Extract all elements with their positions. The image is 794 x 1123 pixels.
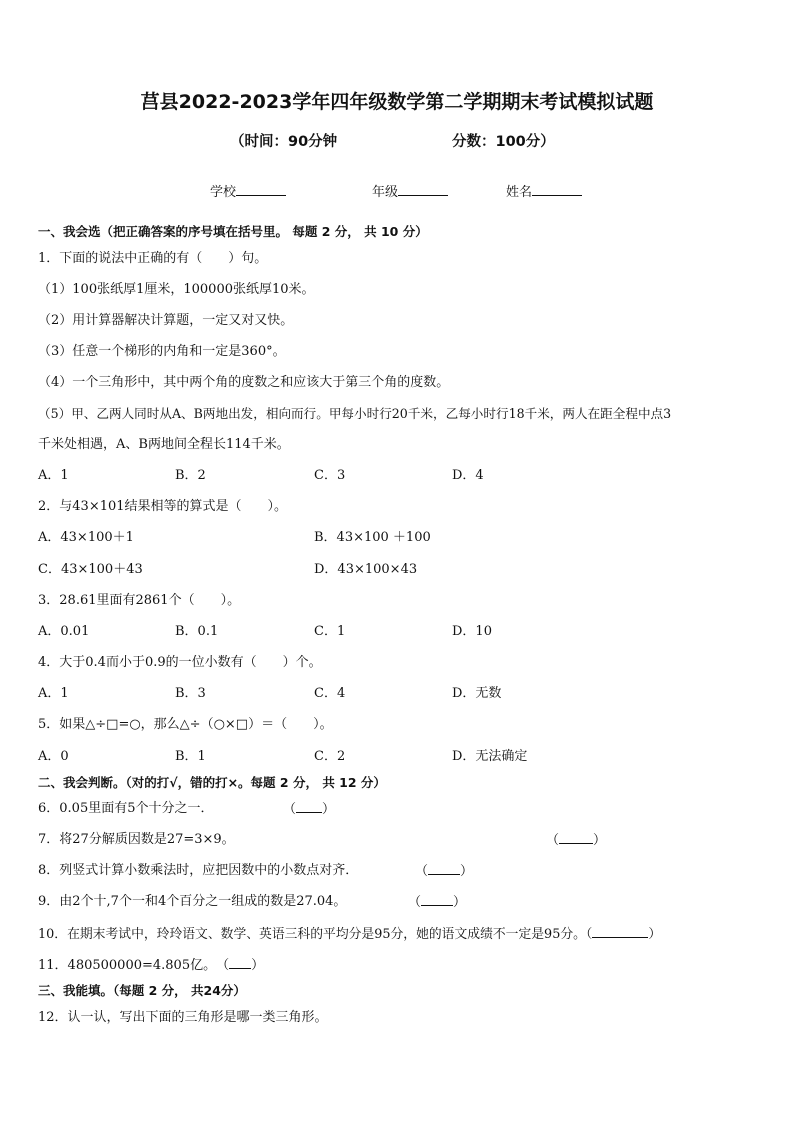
exam-time: （时间：90分钟 — [230, 134, 338, 150]
q4-option-c[interactable]: C．4 — [314, 686, 346, 701]
q5-option-b[interactable]: B．1 — [175, 749, 206, 764]
question-11 — [38, 956, 264, 975]
q2-option-d[interactable]: D．43×100×43 — [314, 562, 418, 577]
name-blank[interactable] — [532, 181, 582, 196]
paren-open: （ — [546, 833, 560, 848]
grade-blank[interactable] — [398, 181, 448, 196]
q5-option-d[interactable]: D．无法确定 — [452, 749, 528, 764]
question-10 — [38, 925, 661, 944]
question-5-stem: 5．如果△÷□=○，那么△÷（○×□）＝（ ）。 — [38, 717, 333, 732]
student-info — [0, 181, 794, 201]
exam-score: 分数：100分） — [452, 134, 555, 150]
paren-close: ） — [648, 927, 662, 942]
paren-open: （ — [585, 927, 593, 942]
paren-open: （ — [222, 958, 230, 973]
paren-open: （ — [415, 864, 429, 879]
question-12: 12．认一认，写出下面的三角形是哪一类三角形。 — [38, 1010, 328, 1025]
q4-option-d[interactable]: D．无数 — [452, 686, 502, 701]
school-field — [210, 181, 236, 200]
name-label: 姓名 — [506, 185, 533, 200]
name-field — [506, 181, 532, 200]
question-7: 7．将27分解质因数是27=3×9。 — [38, 832, 235, 847]
answer-line — [428, 862, 460, 875]
q3-option-c[interactable]: C．1 — [314, 624, 346, 639]
answer-line — [296, 800, 322, 813]
question-1-statement-3: （3）任意一个梯形的内角和一定是360°。 — [38, 344, 286, 359]
q11-answer-blank[interactable] — [223, 958, 265, 973]
paren-open: （ — [283, 802, 297, 817]
answer-line — [592, 925, 648, 938]
q1-option-a[interactable]: A．1 — [38, 468, 69, 483]
q9-answer-blank[interactable] — [408, 893, 466, 912]
paren-close: ） — [453, 895, 467, 910]
school-label: 学校 — [210, 185, 237, 200]
q3-option-d[interactable]: D．10 — [452, 624, 492, 639]
question-8: 8．列竖式计算小数乘法时，应把因数中的小数点对齐． — [38, 863, 359, 878]
q3-option-a[interactable]: A．0.01 — [38, 624, 90, 639]
school-blank[interactable] — [236, 181, 286, 196]
question-10-text: 10．在期末考试中，玲玲语文、数学、英语三科的平均分是95分，她的语文成绩不一定是95分。 — [38, 927, 586, 942]
q4-option-b[interactable]: B．3 — [175, 686, 206, 701]
q7-answer-blank[interactable] — [546, 831, 606, 850]
q1-option-c[interactable]: C．3 — [314, 468, 346, 483]
question-1-statement-2: （2）用计算器解决计算题，一定又对又快。 — [38, 313, 294, 328]
q2-option-b[interactable]: B．43×100 ＋100 — [314, 530, 431, 545]
section-heading-1: 一、我会选（把正确答案的序号填在括号里。 每题 2 分， 共 10 分） — [38, 224, 428, 239]
q1-option-b[interactable]: B．2 — [175, 468, 206, 483]
question-1-statement-1: （1）100张纸厚1厘米，100000张纸厚10米。 — [38, 282, 315, 297]
paren-open: （ — [408, 895, 422, 910]
q10-answer-blank[interactable] — [586, 927, 661, 942]
q2-option-c[interactable]: C．43×100＋43 — [38, 562, 143, 577]
q4-option-a[interactable]: A．1 — [38, 686, 69, 701]
question-9: 9．由2个十,7个一和4个百分之一组成的数是27.04。 — [38, 894, 347, 909]
answer-line — [421, 893, 453, 906]
q5-option-a[interactable]: A．0 — [38, 749, 69, 764]
question-1-statement-4: （4）一个三角形中，其中两个角的度数之和应该大于第三个角的度数。 — [38, 375, 450, 390]
q8-answer-blank[interactable] — [415, 862, 473, 881]
question-2-stem: 2．与43×101结果相等的算式是（ ）。 — [38, 499, 288, 514]
question-6: 6．0.05里面有5个十分之一． — [38, 801, 214, 816]
q5-option-c[interactable]: C．2 — [314, 749, 346, 764]
section-heading-3: 三、我能填。（每题 2 分， 共24分） — [38, 983, 246, 998]
question-11-text: 11．480500000=4.805亿。 — [38, 958, 210, 973]
section-heading-2: 二、我会判断。（对的打√，错的打×。每题 2 分， 共 12 分） — [38, 775, 386, 790]
paren-close: ） — [460, 864, 474, 879]
exam-meta — [0, 130, 794, 152]
q6-answer-blank[interactable] — [283, 800, 335, 819]
q3-option-b[interactable]: B．0.1 — [175, 624, 219, 639]
question-1-statement-5b: 千米处相遇，A、B两地间全程长114千米。 — [38, 437, 290, 452]
paren-close: ） — [322, 802, 336, 817]
paren-close: ） — [251, 958, 265, 973]
question-1-stem: 1．下面的说法中正确的有（ ）句。 — [38, 251, 268, 266]
grade-field — [372, 181, 398, 200]
page-title: 莒县2022-2023学年四年级数学第二学期期末考试模拟试题 — [140, 91, 654, 113]
paren-close: ） — [593, 833, 607, 848]
question-4-stem: 4．大于0.4而小于0.9的一位小数有（ ）个。 — [38, 655, 322, 670]
answer-line — [559, 831, 593, 844]
answer-line — [229, 956, 251, 969]
grade-label: 年级 — [372, 185, 399, 200]
question-1-statement-5a: （5）甲、乙两人同时从A、B两地出发，相向而行。甲每小时行20千米，乙每小时行18千米，两人在距全程中点3 — [38, 406, 672, 421]
q2-option-a[interactable]: A．43×100＋1 — [38, 530, 134, 545]
question-3-stem: 3．28.61里面有2861个（ ）。 — [38, 593, 241, 608]
q1-option-d[interactable]: D．4 — [452, 468, 484, 483]
